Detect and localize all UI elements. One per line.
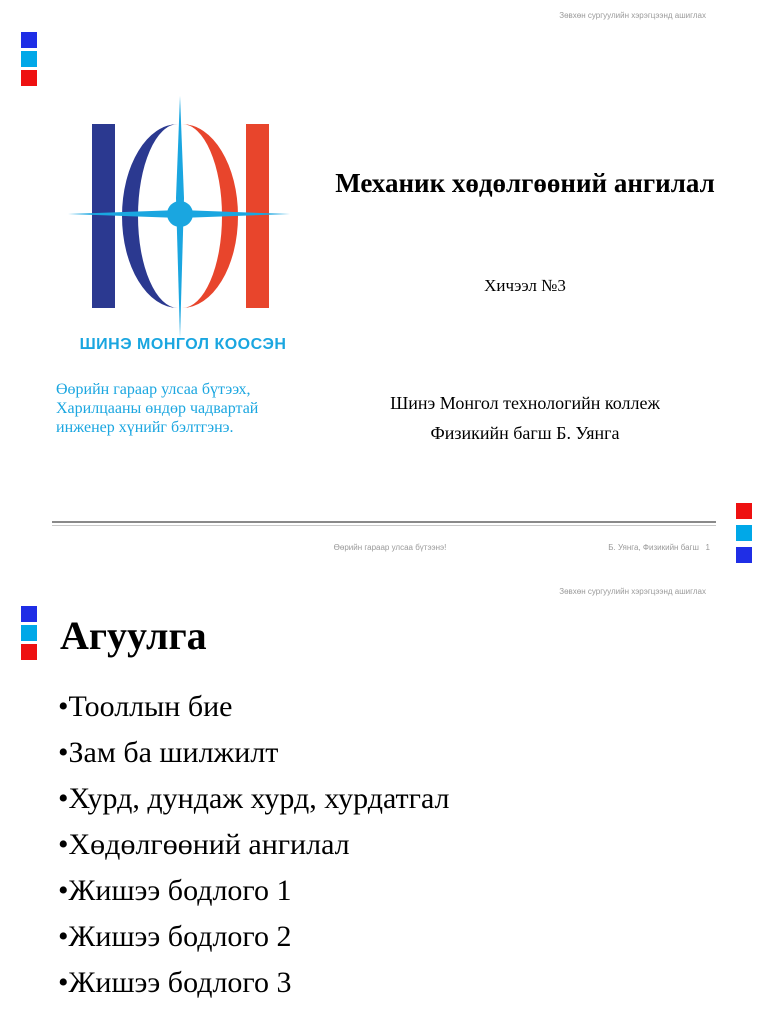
confidential-note: Зөвхөн сургуулийн хэрэгцээнд ашиглах	[559, 11, 706, 20]
footer-rule	[52, 521, 716, 523]
deco-square-blue	[21, 32, 37, 48]
author-info	[330, 388, 720, 448]
deco-square-blue	[736, 547, 752, 563]
list-item: • Жишээ бодлого 3	[58, 960, 450, 1006]
footer-author	[608, 543, 710, 552]
motto-line: инженер хүнийг бэлтгэнэ.	[56, 419, 234, 436]
list-item: • Зам ба шилжилт	[58, 730, 450, 776]
list-item: • Тооллын бие	[58, 684, 450, 730]
deco-square-red	[21, 70, 37, 86]
college-logo	[66, 94, 292, 340]
deco-square-blue	[21, 606, 37, 622]
confidential-note: Зөвхөн сургуулийн хэрэгцээнд ашиглах	[559, 587, 706, 596]
deco-square-cyan	[21, 625, 37, 641]
slide-title: Механик хөдөлгөөний ангилал	[335, 168, 715, 198]
logo-cyan-center	[167, 201, 193, 227]
deco-square-cyan	[736, 525, 752, 541]
motto-line: Өөрийн гараар улсаа бүтээх,	[56, 381, 251, 398]
logo-brand-text: ШИНЭ МОНГОЛ КООСЭН	[79, 336, 287, 353]
page-number: 1	[705, 543, 710, 552]
list-item: • Жишээ бодлого 1	[58, 868, 450, 914]
list-item: • Жишээ бодлого 2	[58, 914, 450, 960]
logo-navy-bar	[92, 124, 115, 308]
teacher-name: Физикийн багш Б. Уянга	[430, 423, 620, 443]
list-item: • Хурд, дундаж хурд, хурдатгал	[58, 776, 450, 822]
contents-list	[58, 684, 450, 1006]
list-item: • Хөдөлгөөний ангилал	[58, 822, 450, 868]
footer-rule-thin	[52, 525, 716, 526]
lesson-number: Хичээл №3	[484, 276, 566, 295]
motto	[56, 380, 302, 437]
logo-red-bar	[246, 124, 269, 308]
footer-slogan: Өөрийн гараар улсаа бүтээнэ!	[333, 543, 447, 552]
deco-square-cyan	[21, 51, 37, 67]
footer-author-text: Б. Уянга, Физикийн багш	[608, 543, 699, 552]
deco-square-red	[21, 644, 37, 660]
motto-line: Харилцааны өндөр чадвартай	[56, 400, 259, 417]
contents-slide	[0, 576, 768, 1024]
college-name: Шинэ Монгол технологийн коллеж	[390, 393, 660, 413]
deco-square-red	[736, 503, 752, 519]
contents-heading: Агуулга	[60, 613, 207, 658]
